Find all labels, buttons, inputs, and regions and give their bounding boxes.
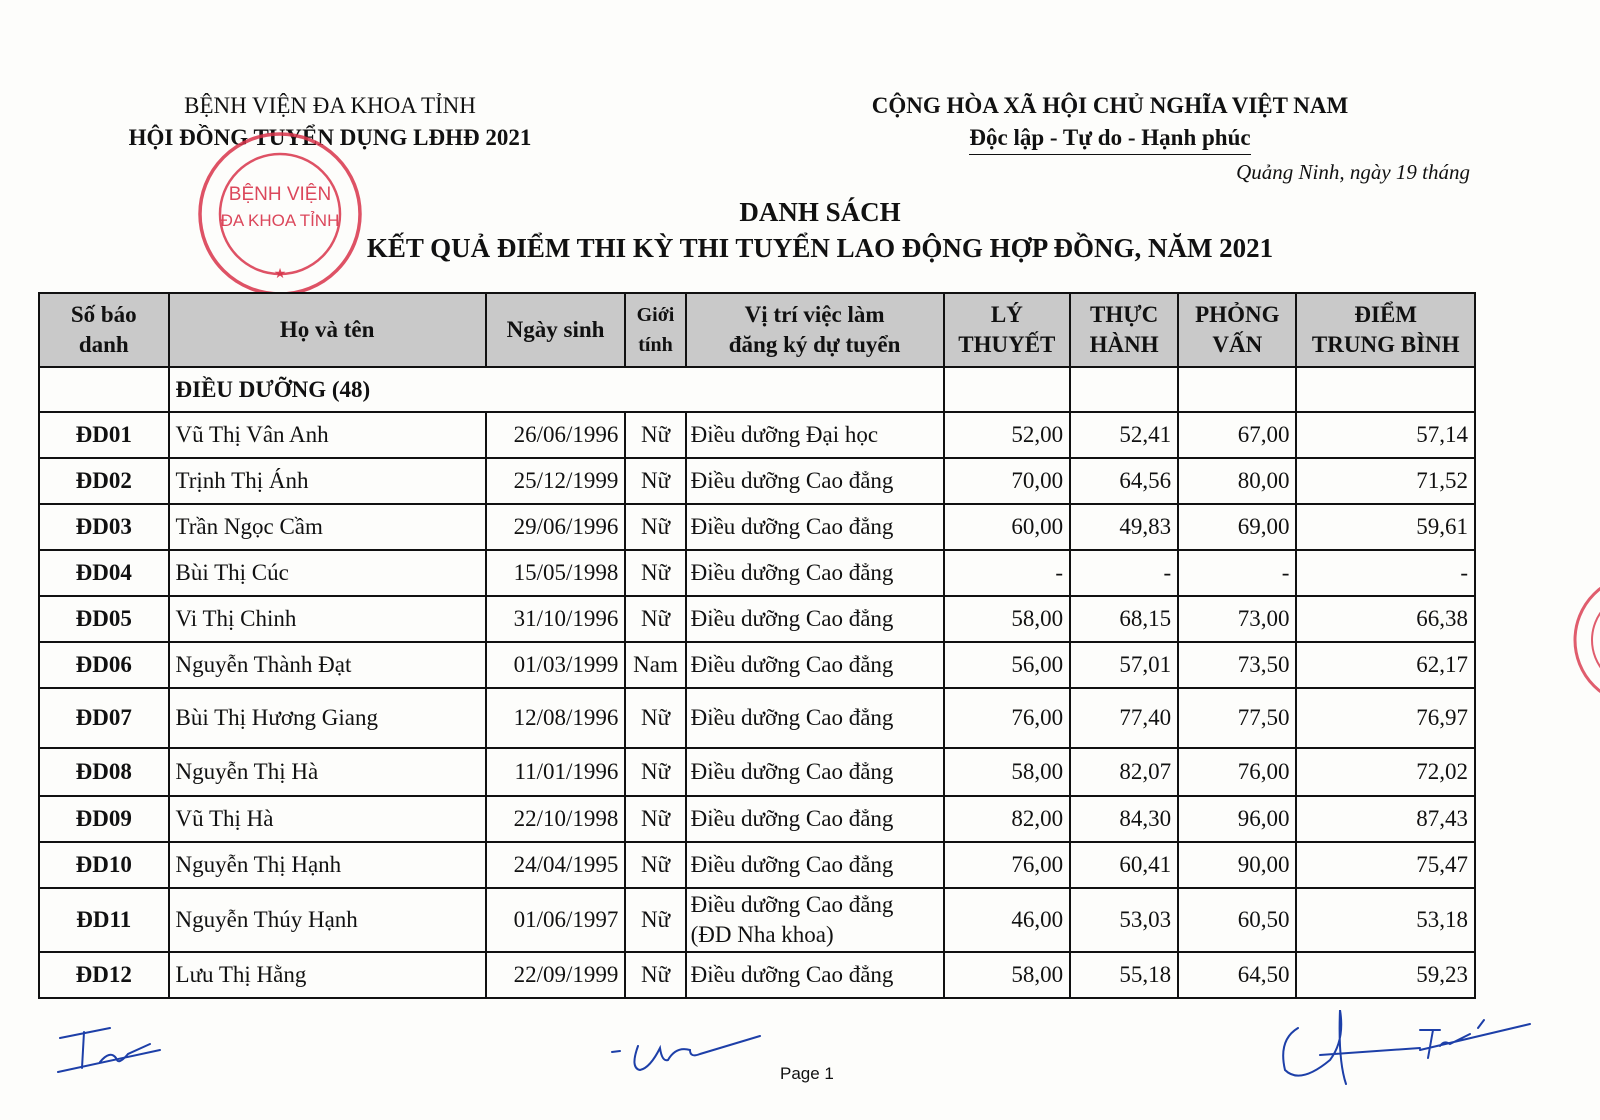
average-score-cell: 59,23: [1296, 952, 1475, 998]
theory-score-cell: 82,00: [944, 796, 1070, 842]
practice-score-cell: 57,01: [1070, 642, 1178, 688]
date-of-birth-cell: 12/08/1996: [486, 688, 626, 748]
col-practice-header: THỰC HÀNH: [1070, 293, 1178, 367]
average-score-cell: 53,18: [1296, 888, 1475, 952]
practice-score-cell: -: [1070, 550, 1178, 596]
position-cell: [686, 842, 944, 888]
candidate-name-cell: Bùi Thị Cúc: [169, 550, 486, 596]
country-name: CỘNG HÒA XÃ HỘI CHỦ NGHĨA VIỆT NAM: [871, 93, 1349, 118]
candidate-name-cell: Vũ Thị Hà: [169, 796, 486, 842]
position-cell: [686, 952, 944, 998]
candidate-name-cell: Nguyễn Thành Đạt: [169, 642, 486, 688]
results-table: [38, 292, 1476, 999]
date-of-birth-cell: 26/06/1996: [486, 412, 626, 458]
date-of-birth-cell: 29/06/1996: [486, 504, 626, 550]
table-row: [39, 458, 1475, 504]
candidate-number-cell: ĐD05: [39, 596, 169, 642]
col-sbd-header: Số báo danh: [39, 293, 169, 367]
table-header-row: [39, 293, 1475, 367]
theory-score-cell: 58,00: [944, 748, 1070, 796]
practice-score-cell: 82,07: [1070, 748, 1178, 796]
date-of-birth-cell: 31/10/1996: [486, 596, 626, 642]
edge-stamp-icon: [1565, 570, 1600, 710]
page-number: Page 1: [780, 1064, 834, 1083]
candidate-name-cell: Trịnh Thị Ánh: [169, 458, 486, 504]
date-of-birth-cell: 22/09/1999: [486, 952, 626, 998]
gender-cell: Nữ: [625, 688, 685, 748]
interview-score-cell: -: [1178, 550, 1296, 596]
position-line-2: (ĐD Nha khoa): [690, 922, 834, 947]
candidate-number-cell: ĐD12: [39, 952, 169, 998]
candidate-number-cell: ĐD03: [39, 504, 169, 550]
table-row: [39, 796, 1475, 842]
candidate-name-cell: Nguyễn Thúy Hạnh: [169, 888, 486, 952]
motto: Độc lập - Tự do - Hạnh phúc: [969, 122, 1250, 155]
col-gender-header: Giới tính: [625, 293, 685, 367]
date-of-birth-cell: 01/06/1997: [486, 888, 626, 952]
candidate-number-cell: ĐD04: [39, 550, 169, 596]
official-stamp-icon: [194, 128, 366, 300]
gender-cell: Nữ: [625, 952, 685, 998]
table-row: [39, 412, 1475, 458]
average-score-cell: 66,38: [1296, 596, 1475, 642]
gender-cell: Nữ: [625, 550, 685, 596]
theory-score-cell: 52,00: [944, 412, 1070, 458]
council-name: HỘI ĐỒNG TUYỂN DỤNG LĐHĐ 2021: [128, 125, 532, 150]
position-line: Điều dưỡng Cao đẳng: [690, 705, 894, 730]
date-line: Quảng Ninh, ngày 19 tháng: [1236, 160, 1470, 184]
candidate-number-cell: ĐD07: [39, 688, 169, 748]
position-line: Điều dưỡng Cao đẳng: [690, 560, 894, 585]
position-cell: [686, 888, 944, 952]
position-line: Điều dưỡng Cao đẳng: [690, 852, 894, 877]
table-row: [39, 688, 1475, 748]
interview-score-cell: 73,50: [1178, 642, 1296, 688]
col-name-header: Họ và tên: [169, 293, 486, 367]
candidate-name-cell: Bùi Thị Hương Giang: [169, 688, 486, 748]
practice-score-cell: 64,56: [1070, 458, 1178, 504]
table-row: [39, 888, 1475, 952]
candidate-name-cell: Lưu Thị Hằng: [169, 952, 486, 998]
col-dob-header: Ngày sinh: [486, 293, 626, 367]
position-cell: [686, 796, 944, 842]
practice-score-cell: 77,40: [1070, 688, 1178, 748]
org-name: BỆNH VIỆN ĐA KHOA TỈNH: [184, 93, 476, 118]
gender-cell: Nữ: [625, 842, 685, 888]
header-right: [830, 90, 1390, 155]
gender-cell: Nữ: [625, 888, 685, 952]
col-theory-header: LÝ THUYẾT: [944, 293, 1070, 367]
col-position-header: Vị trí việc làm đăng ký dự tuyển: [686, 293, 944, 367]
theory-score-cell: 76,00: [944, 688, 1070, 748]
interview-score-cell: 64,50: [1178, 952, 1296, 998]
position-line: Điều dưỡng Cao đẳng: [690, 468, 894, 493]
practice-score-cell: 49,83: [1070, 504, 1178, 550]
average-score-cell: -: [1296, 550, 1475, 596]
position-cell: [686, 642, 944, 688]
position-cell: [686, 458, 944, 504]
theory-score-cell: 76,00: [944, 842, 1070, 888]
group-label: ĐIỀU DƯỠNG (48): [169, 367, 944, 412]
table-row: [39, 642, 1475, 688]
candidate-number-cell: ĐD09: [39, 796, 169, 842]
gender-cell: Nữ: [625, 504, 685, 550]
gender-cell: Nam: [625, 642, 685, 688]
candidate-number-cell: ĐD06: [39, 642, 169, 688]
stamp-line-2: ĐA KHOA TỈNH: [220, 211, 340, 230]
average-score-cell: 75,47: [1296, 842, 1475, 888]
position-line: Điều dưỡng Cao đẳng: [690, 892, 894, 917]
gender-cell: Nữ: [625, 596, 685, 642]
table-row: [39, 748, 1475, 796]
position-cell: [686, 748, 944, 796]
theory-score-cell: 58,00: [944, 596, 1070, 642]
interview-score-cell: 73,00: [1178, 596, 1296, 642]
practice-score-cell: 55,18: [1070, 952, 1178, 998]
date-of-birth-cell: 01/03/1999: [486, 642, 626, 688]
candidate-name-cell: Nguyễn Thị Hà: [169, 748, 486, 796]
date-of-birth-cell: 15/05/1998: [486, 550, 626, 596]
position-line: Điều dưỡng Cao đẳng: [690, 606, 894, 631]
date-of-birth-cell: 11/01/1996: [486, 748, 626, 796]
theory-score-cell: 60,00: [944, 504, 1070, 550]
position-cell: [686, 550, 944, 596]
date-of-birth-cell: 25/12/1999: [486, 458, 626, 504]
average-score-cell: 76,97: [1296, 688, 1475, 748]
group-row: [39, 367, 1475, 412]
gender-cell: Nữ: [625, 458, 685, 504]
position-line: Điều dưỡng Cao đẳng: [690, 962, 894, 987]
document-title: DANH SÁCH: [739, 197, 901, 227]
practice-score-cell: 84,30: [1070, 796, 1178, 842]
position-line: Điều dưỡng Cao đẳng: [690, 514, 894, 539]
date-of-birth-cell: 24/04/1995: [486, 842, 626, 888]
svg-text:★: ★: [273, 267, 287, 282]
table-row: [39, 504, 1475, 550]
average-score-cell: 59,61: [1296, 504, 1475, 550]
average-score-cell: 72,02: [1296, 748, 1475, 796]
candidate-name-cell: Vũ Thị Vân Anh: [169, 412, 486, 458]
interview-score-cell: 80,00: [1178, 458, 1296, 504]
table-row: [39, 952, 1475, 998]
interview-score-cell: 77,50: [1178, 688, 1296, 748]
average-score-cell: 71,52: [1296, 458, 1475, 504]
position-line: Điều dưỡng Cao đẳng: [690, 806, 894, 831]
position-cell: [686, 504, 944, 550]
candidate-name-cell: Vi Thị Chinh: [169, 596, 486, 642]
table-row: [39, 596, 1475, 642]
gender-cell: Nữ: [625, 796, 685, 842]
theory-score-cell: -: [944, 550, 1070, 596]
interview-score-cell: 96,00: [1178, 796, 1296, 842]
theory-score-cell: 56,00: [944, 642, 1070, 688]
average-score-cell: 87,43: [1296, 796, 1475, 842]
position-line: Điều dưỡng Cao đẳng: [690, 759, 894, 784]
candidate-number-cell: ĐD08: [39, 748, 169, 796]
theory-score-cell: 58,00: [944, 952, 1070, 998]
interview-score-cell: 76,00: [1178, 748, 1296, 796]
position-cell: [686, 688, 944, 748]
gender-cell: Nữ: [625, 412, 685, 458]
date-of-birth-cell: 22/10/1998: [486, 796, 626, 842]
table-row: [39, 842, 1475, 888]
gender-cell: Nữ: [625, 748, 685, 796]
interview-score-cell: 67,00: [1178, 412, 1296, 458]
average-score-cell: 57,14: [1296, 412, 1475, 458]
candidate-name-cell: Nguyễn Thị Hạnh: [169, 842, 486, 888]
position-cell: [686, 596, 944, 642]
theory-score-cell: 70,00: [944, 458, 1070, 504]
practice-score-cell: 60,41: [1070, 842, 1178, 888]
candidate-name-cell: Trần Ngọc Cầm: [169, 504, 486, 550]
theory-score-cell: 46,00: [944, 888, 1070, 952]
interview-score-cell: 60,50: [1178, 888, 1296, 952]
stamp-line-1: BỆNH VIỆN: [228, 184, 332, 205]
candidate-number-cell: ĐD02: [39, 458, 169, 504]
average-score-cell: 62,17: [1296, 642, 1475, 688]
table-row: [39, 550, 1475, 596]
position-cell: [686, 412, 944, 458]
practice-score-cell: 68,15: [1070, 596, 1178, 642]
interview-score-cell: 69,00: [1178, 504, 1296, 550]
col-average-header: ĐIỂM TRUNG BÌNH: [1296, 293, 1475, 367]
candidate-number-cell: ĐD10: [39, 842, 169, 888]
document-subtitle: KẾT QUẢ ĐIỂM THI KỲ THI TUYỂN LAO ĐỘNG HỢP ĐỒNG, NĂM 2021: [366, 233, 1274, 263]
candidate-number-cell: ĐD01: [39, 412, 169, 458]
position-line: Điều dưỡng Đại học: [690, 422, 879, 447]
practice-score-cell: 52,41: [1070, 412, 1178, 458]
candidate-number-cell: ĐD11: [39, 888, 169, 952]
position-line: Điều dưỡng Cao đẳng: [690, 652, 894, 677]
interview-score-cell: 90,00: [1178, 842, 1296, 888]
col-interview-header: PHỎNG VẤN: [1178, 293, 1296, 367]
practice-score-cell: 53,03: [1070, 888, 1178, 952]
